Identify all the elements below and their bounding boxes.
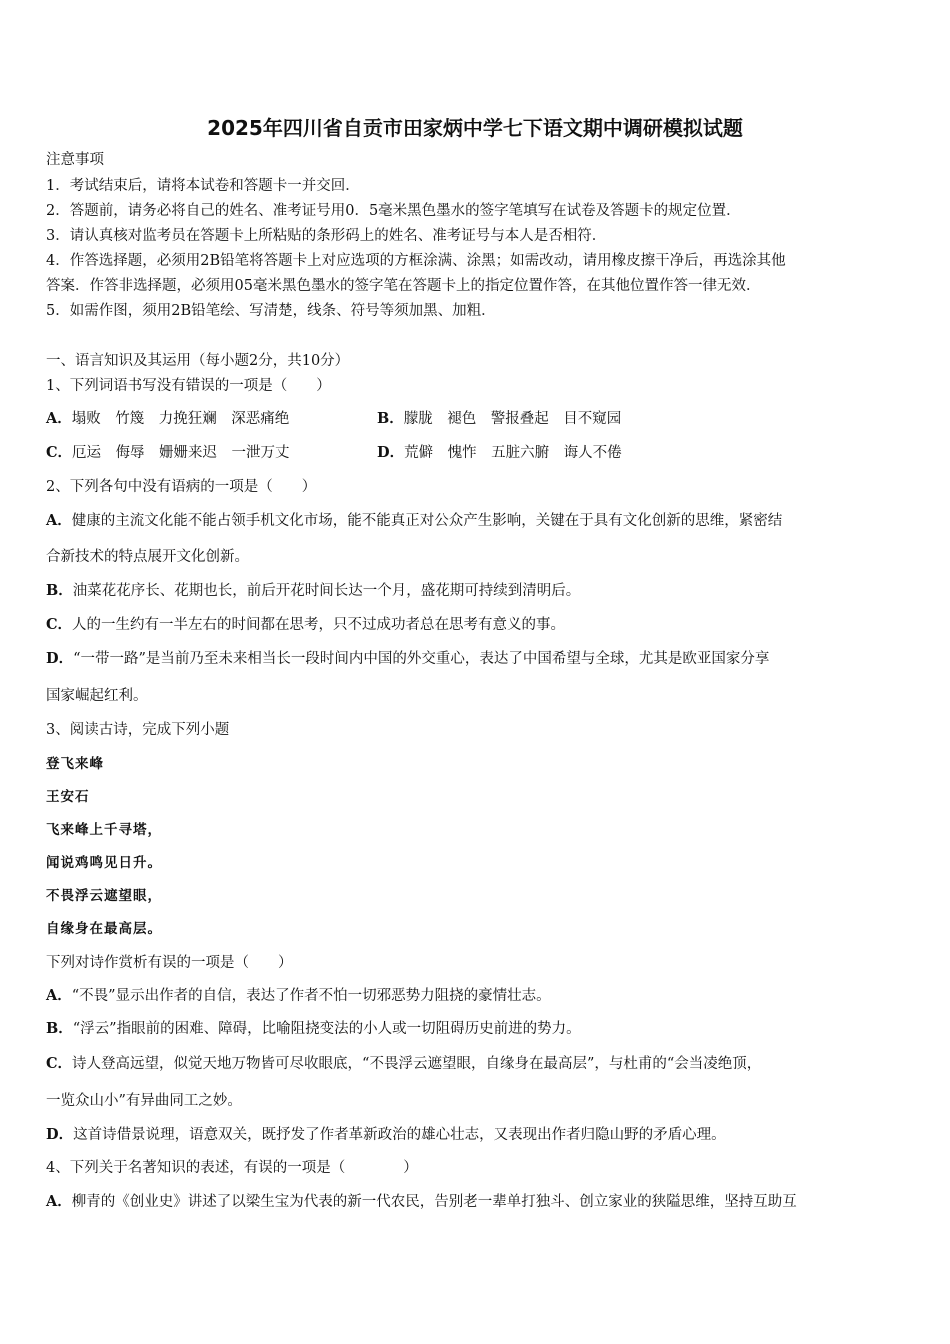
question-2-option-c <box>46 615 565 635</box>
question-1-option-a <box>46 409 289 429</box>
question-2-stem: 2、下列各句中没有语病的一项是（ ） <box>46 479 317 495</box>
option-text: “不畏”显示出作者的自信，表达了作者不怕一切邪恶势力阻挠的豪情壮志。 <box>71 988 551 1004</box>
section-heading: 一、语言知识及其运用（每小题2分，共10分） <box>46 353 350 369</box>
question-2-option-b <box>46 581 580 601</box>
option-label: B． <box>46 1020 73 1037</box>
option-label: A． <box>46 512 72 529</box>
notice-heading: 注意事项 <box>46 152 104 168</box>
poem-line: 自缘身在最高层。 <box>46 921 162 937</box>
notice-item: 1．考试结束后，请将本试卷和答题卡一并交回． <box>46 178 360 194</box>
option-label: A． <box>46 987 72 1004</box>
option-text: 油菜花花序长、花期也长，前后开花时间长达一个月，盛花期可持续到清明后。 <box>72 583 581 599</box>
poem-line: 不畏浮云遮望眼， <box>46 888 162 904</box>
question-3-sub-stem: 下列对诗作赏析有误的一项是（ ） <box>46 955 293 971</box>
question-3-option-d <box>46 1125 726 1145</box>
option-label: A． <box>46 1193 72 1210</box>
question-3-option-c-cont: 一览众山小”有异曲同工之妙。 <box>46 1093 242 1109</box>
option-label: B． <box>46 582 73 599</box>
option-label: C． <box>46 1055 73 1072</box>
option-label: C． <box>46 616 73 633</box>
question-2-option-d <box>46 649 769 669</box>
question-1-option-d <box>377 443 622 463</box>
option-text: 诗人登高远望，似觉天地万物皆可尽收眼底，“不畏浮云遮望眼，自缘身在最高层”，与杜甫的“会当凌绝顶， <box>72 1056 762 1072</box>
option-label: D． <box>46 650 74 667</box>
question-3-option-a <box>46 986 551 1006</box>
poem-title: 登飞来峰 <box>46 756 104 772</box>
option-text: 人的一生约有一半左右的时间都在思考，只不过成功者总在思考有意义的事。 <box>72 617 566 633</box>
poem-author: 王安石 <box>46 789 90 805</box>
question-2-option-a <box>46 511 782 531</box>
option-text: 荒僻 愧怍 五脏六腑 诲人不倦 <box>404 445 622 461</box>
question-4-option-a <box>46 1192 797 1212</box>
question-3-option-c <box>46 1054 761 1074</box>
option-text: “浮云”指眼前的困难、障碍，比喻阻挠变法的小人或一切阻碍历史前进的势力。 <box>72 1021 581 1037</box>
notice-item: 答案．作答非选择题，必须用05毫米黑色墨水的签字笔在答题卡上的指定位置作答，在其他位置作答一律无效． <box>46 278 761 294</box>
option-text: 塌败 竹篾 力挽狂斓 深恶痛绝 <box>71 411 290 427</box>
question-1-stem: 1、下列词语书写没有错误的一项是（ ） <box>46 378 331 394</box>
option-text: 健康的主流文化能不能占领手机文化市场，能不能真正对公众产生影响，关键在于具有文化创新的思维，紧密结 <box>71 513 783 529</box>
question-3-stem: 3、阅读古诗，完成下列小题 <box>46 722 230 738</box>
notice-item: 3．请认真核对监考员在答题卡上所粘贴的条形码上的姓名、准考证号与本人是否相符． <box>46 228 607 244</box>
notice-item: 5．如需作图，须用2B铅笔绘、写清楚，线条、符号等须加黑、加粗． <box>46 303 496 319</box>
page-title: 2025年四川省自贡市田家炳中学七下语文期中调研模拟试题 <box>207 116 743 140</box>
option-label: D． <box>46 1126 74 1143</box>
option-label: A． <box>46 410 72 427</box>
option-text: “一带一路”是当前乃至未来相当长一段时间内中国的外交重心，表达了中国希望与全球，尤其是欧亚国家分享 <box>73 651 770 667</box>
option-label: D． <box>377 444 405 461</box>
question-4-stem: 4、下列关于名著知识的表述，有误的一项是（ ） <box>46 1160 418 1176</box>
poem-line: 飞来峰上千寻塔， <box>46 822 162 838</box>
question-2-option-d-cont: 国家崛起红利。 <box>46 688 148 704</box>
question-1-option-c <box>46 443 290 463</box>
poem-line: 闻说鸡鸣见日升。 <box>46 855 162 871</box>
notice-item: 2．答题前，请务必将自己的姓名、准考证号用0．5毫米黑色墨水的签字笔填写在试卷及答题卡的规定位置． <box>46 203 741 219</box>
option-text: 厄运 侮辱 姗姗来迟 一泄万丈 <box>72 445 290 461</box>
question-1-option-b <box>377 409 621 429</box>
option-text: 朦胧 褪色 警报叠起 目不窥园 <box>403 411 622 427</box>
option-label: B． <box>377 410 404 427</box>
question-2-option-a-cont: 合新技术的特点展开文化创新。 <box>46 549 249 565</box>
notice-item: 4．作答选择题，必须用2B铅笔将答题卡上对应选项的方框涂满、涂黑；如需改动，请用橡皮擦干净后，再选涂其他 <box>46 253 786 269</box>
question-3-option-b <box>46 1019 581 1039</box>
option-text: 柳青的《创业史》讲述了以梁生宝为代表的新一代农民，告别老一辈单打独斗、创立家业的狭隘思维，坚持互助互 <box>71 1194 797 1210</box>
option-label: C． <box>46 444 73 461</box>
option-text: 这首诗借景说理，语意双关，既抒发了作者革新政治的雄心壮志，又表现出作者归隐山野的矛盾心理。 <box>73 1127 726 1143</box>
